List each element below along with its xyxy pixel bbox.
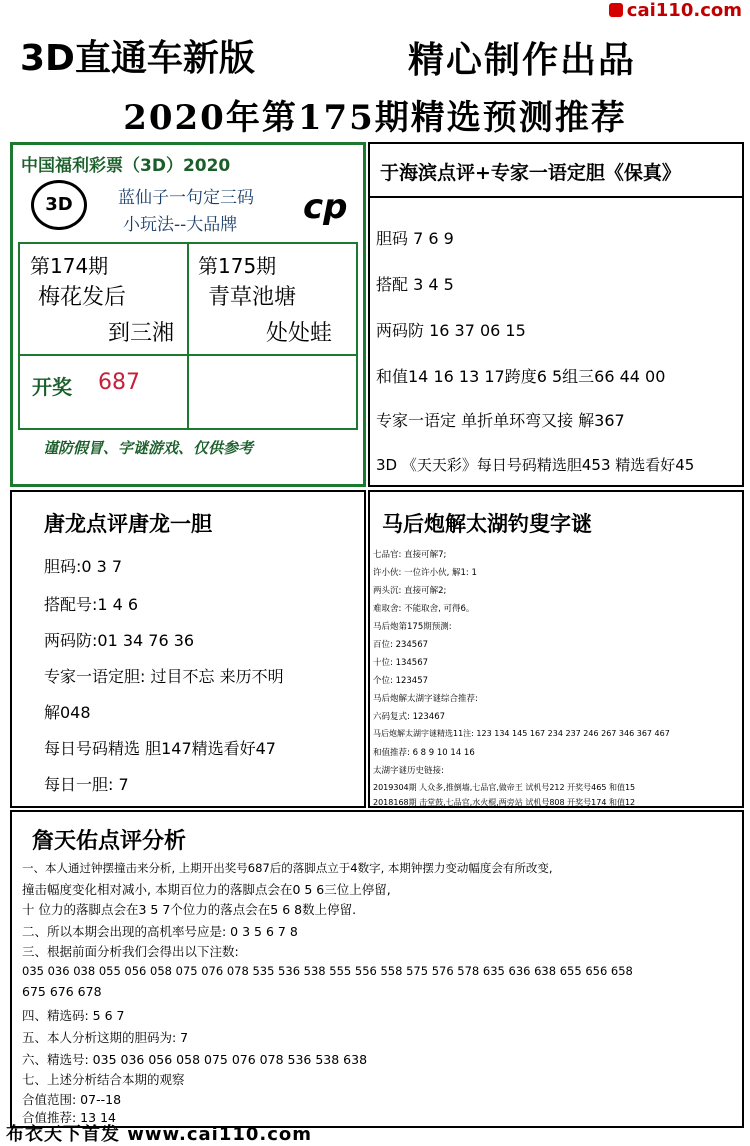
tang-line: 胆码:0 3 7 [44,557,123,576]
ma-panel-title: 马后炮解太湖钓叟字谜 [382,512,592,536]
yu-line: 和值14 16 13 17跨度6 5组三66 44 00 [376,367,666,386]
left-title: 3D直通车新版 [20,38,255,79]
ma-line: 两头沉: 直接可解2; [373,586,447,596]
prev-issue: 第174期 [30,254,109,278]
main-title: 2020年第175期精选预测推荐 [123,98,627,138]
prev-riddle-line1: 梅花发后 [38,285,127,310]
tang-line: 每日号码精选 胆147精选看好47 [44,739,276,758]
yu-panel [368,142,744,487]
ma-line: 太湖字谜历史链接: [373,766,444,776]
ma-line: 2018168期 击堂鼓,七品官,水火棍,两旁站 试机号808 开奖号174 和值12 [373,798,636,807]
ma-line: 七品官: 直接可解7; [373,550,447,560]
ma-line: 十位: 134567 [373,658,429,668]
zhan-line: 三、根据前面分析我们会得出以下注数: [22,944,239,959]
ma-line: 六码复式: 123467 [373,712,446,722]
grid-divider-vertical [187,244,189,430]
cur-riddle-line2: 处处蛙 [266,321,333,346]
cur-riddle-line1: 青草池塘 [208,285,297,310]
yu-line: 搭配 3 4 5 [376,275,454,294]
tang-panel-title: 唐龙点评唐龙一胆 [44,512,212,536]
tang-line: 搭配号:1 4 6 [44,595,139,614]
ma-line: 难取舍: 不能取舍, 可得6。 [373,604,475,614]
ma-line: 马后炮第175期预测: [373,622,452,632]
ma-line: 百位: 234567 [373,640,429,650]
tang-panel [10,490,366,808]
tang-line: 专家一语定胆: 过目不忘 来历不明 [44,667,284,686]
zhan-line: 合值范围: 07--18 [22,1092,122,1107]
lottery-card-head: 中国福利彩票（3D）2020 [21,156,231,176]
right-title: 精心制作出品 [408,40,637,81]
slogan-2: 小玩法--大品牌 [123,215,238,235]
zhan-panel-title: 詹天佑点评分析 [32,829,187,854]
cur-issue: 第175期 [198,254,277,278]
warning-text: 谨防假冒、字谜游戏、仅供参考 [43,439,254,457]
ma-line: 和值推荐: 6 8 9 10 14 16 [373,748,475,758]
yu-line: 胆码 7 6 9 [376,229,454,248]
zhan-line: 七、上述分析结合本期的观察 [22,1072,185,1087]
yu-panel-title: 于海滨点评+专家一语定胆《保真》 [380,162,681,184]
tang-line: 两码防:01 34 76 36 [44,631,195,650]
ma-panel [368,490,744,808]
yu-line: 3D 《天天彩》每日号码精选胆453 精选看好45 [376,456,695,474]
ma-line: 许小伙: 一位许小伙, 解1: 1 [373,568,477,578]
zhan-line: 五、本人分析这期的胆码为: 7 [22,1030,189,1045]
watermark: cai110.com [609,0,742,21]
yu-line: 两码防 16 37 06 15 [376,321,526,340]
3d-logo-icon: 3D [31,180,87,230]
zhan-line: 四、精选码: 5 6 7 [22,1008,125,1023]
ma-line: 马后炮解太湖字谜综合推荐: [373,694,478,704]
riddle-grid [18,242,358,430]
zhan-line: 十 位力的落脚点会在3 5 7个位力的落点会在5 6 8数上停留. [22,902,357,917]
grid-divider-horizontal [20,354,356,356]
footer-text: 布衣天下首发 www.cai110.com [6,1124,313,1145]
zhan-line: 合值推荐: 13 14 [22,1110,116,1125]
ma-line: 马后炮解太湖字谜精选11注: 123 134 145 167 234 237 246 267 346 367 467 [373,729,670,738]
zhan-line: 二、所以本期会出现的高机率号应是: 0 3 5 6 7 8 [22,924,298,939]
zhan-line: 035 036 038 055 056 058 075 076 078 535 536 538 555 556 558 575 576 578 635 636 638 655 656 658 [22,964,633,978]
ma-line: 2019304期 人众多,推倒墙,七品官,做帝王 试机号212 开奖号465 和值15 [373,783,636,792]
draw-value: 687 [98,370,140,395]
lottery-card [10,142,366,487]
prev-riddle-line2: 到三湘 [108,321,175,346]
zhan-line: 六、精选号: 035 036 056 058 075 076 078 536 538 638 [22,1052,368,1067]
tang-line: 解048 [44,703,91,722]
cp-brand-logo: cp [303,187,348,227]
site-logo-icon [609,3,623,17]
slogan-1: 蓝仙子一句定三码 [118,188,254,208]
zhan-line: 撞击幅度变化相对减小, 本期百位力的落脚点会在0 5 6三位上停留, [22,882,391,897]
draw-label: 开奖 [32,375,72,399]
yu-line: 专家一语定 单折单环弯又接 解367 [376,411,625,430]
zhan-panel [10,810,744,1128]
zhan-line: 一、本人通过钟摆撞击来分析, 上期开出奖号687后的落脚点立于4数字, 本期钟摆力变动幅度会有所改变, [22,861,553,875]
zhan-line: 675 676 678 [22,984,102,999]
tang-line: 每日一胆: 7 [44,775,129,794]
yu-panel-divider [370,196,742,198]
ma-line: 个位: 123457 [373,676,429,686]
